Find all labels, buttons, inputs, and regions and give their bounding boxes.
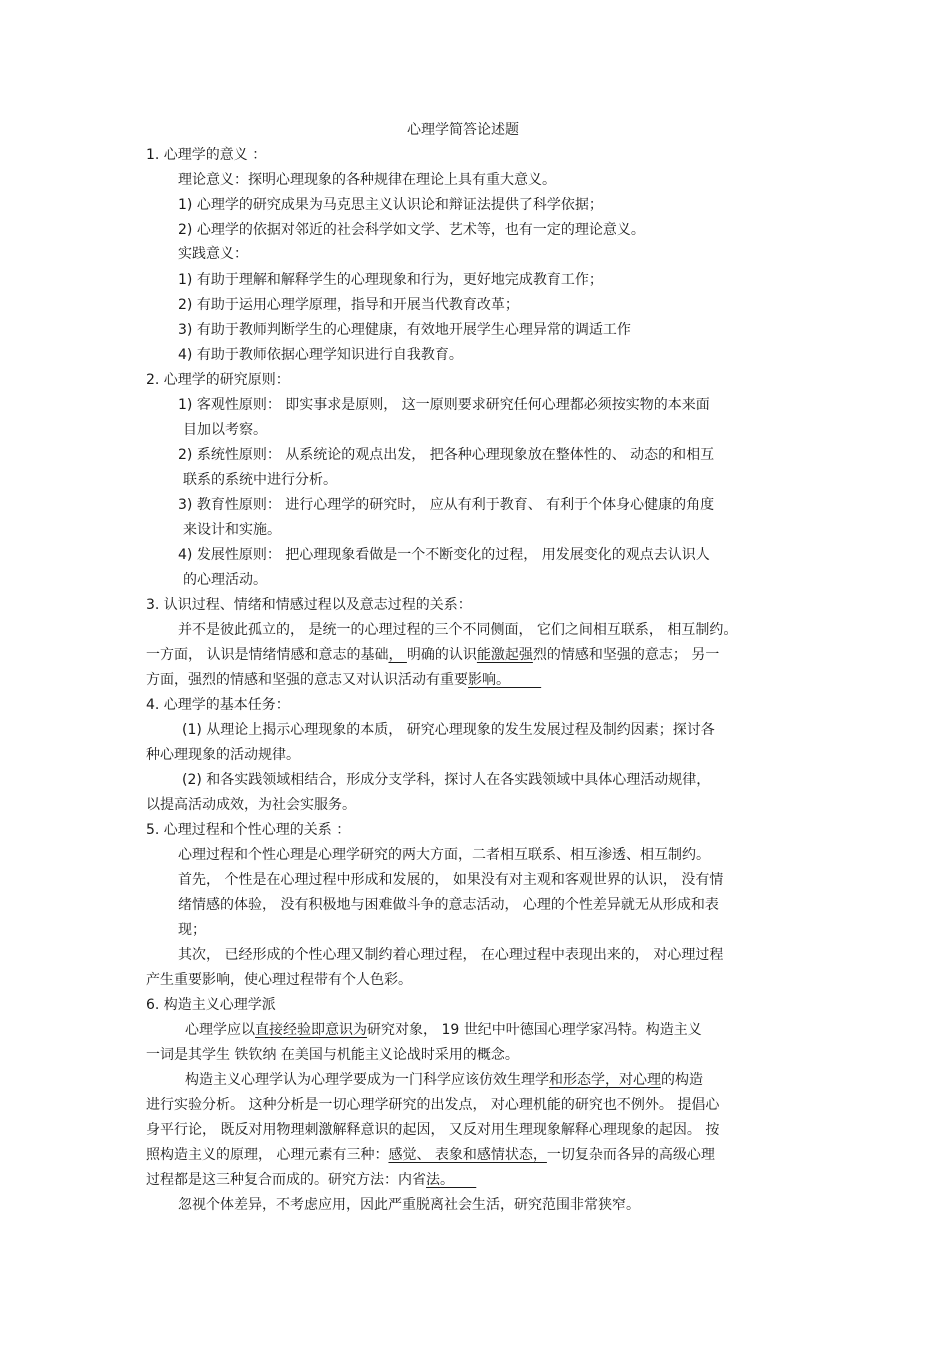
s6-line-7: 过程都是这三种复合而成的。研究方法：内省法。 bbox=[146, 1172, 477, 1188]
s4-line-2: 种心理现象的活动规律。 bbox=[146, 747, 300, 763]
s4-line-4: 以提高活动成效，为社会实服务。 bbox=[146, 797, 356, 813]
s3-line-1: 并不是彼此孤立的， 是统一的心理过程的三个不同侧面， 它们之间相互联系， 相互制约。 bbox=[178, 622, 738, 638]
section-5-heading: 5. 心理过程和个性心理的关系 ： bbox=[146, 822, 351, 838]
s5-line-1: 心理过程和个性心理是心理学研究的两大方面，二者相互联系、相互渗透、相互制约。 bbox=[178, 847, 710, 863]
s2-item-2: 2) 系统性原则： 从系统论的观点出发， 把各种心理现象放在整体性的、 动态的和相互 bbox=[178, 447, 715, 463]
s6-line-8: 忽视个体差异，不考虑应用，因此严重脱离社会生活，研究范围非常狭窄。 bbox=[178, 1197, 640, 1213]
s5-line-6: 产生重要影响，使心理过程带有个人色彩。 bbox=[146, 972, 412, 988]
s4-line-3: (2) 和各实践领域相结合，形成分支学科，探讨人在各实践领域中具体心理活动规律， bbox=[182, 772, 711, 788]
s2-item-1-cont: 目加以考察。 bbox=[183, 422, 267, 438]
s3-line-3: 方面，强烈的情感和坚强的意志又对认识活动有重要影响。 bbox=[146, 672, 542, 688]
s6-line-4: 进行实验分析。 这种分析是一切心理学研究的出发点， 对心理机能的研究也不例外。 提倡心 bbox=[146, 1097, 720, 1113]
s1-practice-item-4: 4) 有助于教师依据心理学知识进行自我教育。 bbox=[178, 347, 463, 363]
s1-practice-item-3: 3) 有助于教师判断学生的心理健康，有效地开展学生心理异常的调适工作 bbox=[178, 322, 631, 338]
section-2-heading: 2. 心理学的研究原则： bbox=[146, 372, 290, 388]
s1-practice-item-1: 1) 有助于理解和解释学生的心理现象和行为，更好地完成教育工作； bbox=[178, 272, 603, 288]
page-title: 心理学简答论述题 bbox=[407, 122, 519, 138]
section-1-heading: 1. 心理学的意义 ： bbox=[146, 147, 267, 163]
s1-theory-item-1: 1) 心理学的研究成果为马克思主义认识论和辩证法提供了科学依据； bbox=[178, 197, 603, 213]
s3-line-2: 一方面， 认识是情绪情感和意志的基础， 明确的认识能激起强烈的情感和坚强的意志； 另一 bbox=[146, 647, 720, 663]
s2-item-1: 1) 客观性原则： 即实事求是原则， 这一原则要求研究任何心理都必须按实物的本来面 bbox=[178, 397, 710, 413]
s6-line-6: 照构造主义的原理， 心理元素有三种：感觉、 表象和感情状态，一切复杂而各异的高级心理 bbox=[146, 1147, 715, 1163]
s1-practice-meaning: 实践意义： bbox=[178, 246, 248, 262]
s6-line-1: 心理学应以直接经验即意识为研究对象， 19 世纪中叶德国心理学家冯特。构造主义 bbox=[185, 1022, 702, 1038]
s2-item-4-cont: 的心理活动。 bbox=[183, 572, 267, 588]
s1-theory-meaning: 理论意义：探明心理现象的各种规律在理论上具有重大意义。 bbox=[178, 172, 556, 188]
s6-line-3: 构造主义心理学认为心理学要成为一门科学应该仿效生理学和形态学，对心理的构造 bbox=[185, 1072, 703, 1088]
section-4-heading: 4. 心理学的基本任务： bbox=[146, 697, 290, 713]
s4-line-1: (1) 从理论上揭示心理现象的本质， 研究心理现象的发生发展过程及制约因素；探讨各 bbox=[182, 722, 715, 738]
s5-line-4: 现； bbox=[178, 922, 206, 938]
s6-line-2: 一词是其学生 铁钦纳 在美国与机能主义论战时采用的概念。 bbox=[146, 1047, 519, 1063]
s2-item-3: 3) 教育性原则： 进行心理学的研究时， 应从有利于教育、 有利于个体身心健康的角度 bbox=[178, 497, 715, 513]
s2-item-2-cont: 联系的系统中进行分析。 bbox=[183, 472, 337, 488]
s2-item-3-cont: 来设计和实施。 bbox=[183, 522, 281, 538]
s2-item-4: 4) 发展性原则： 把心理现象看做是一个不断变化的过程， 用发展变化的观点去认识人 bbox=[178, 547, 710, 563]
s5-line-5: 其次， 已经形成的个性心理又制约着心理过程， 在心理过程中表现出来的， 对心理过程 bbox=[178, 947, 724, 963]
s6-line-5: 身平行论， 既反对用物理刺激解释意识的起因， 又反对用生理现象解释心理现象的起因。 按 bbox=[146, 1122, 720, 1138]
section-6-heading: 6. 构造主义心理学派 bbox=[146, 997, 276, 1013]
s5-line-2: 首先， 个性是在心理过程中形成和发展的， 如果没有对主观和客观世界的认识， 没有情 bbox=[178, 872, 724, 888]
s1-theory-item-2: 2) 心理学的依据对邻近的社会科学如文学、艺术等，也有一定的理论意义。 bbox=[178, 222, 645, 238]
section-3-heading: 3. 认识过程、情绪和情感过程以及意志过程的关系： bbox=[146, 597, 472, 613]
s5-line-3: 绪情感的体验， 没有积极地与困难做斗争的意志活动， 心理的个性差异就无从形成和表 bbox=[178, 897, 719, 913]
s1-practice-item-2: 2) 有助于运用心理学原理，指导和开展当代教育改革； bbox=[178, 297, 519, 313]
